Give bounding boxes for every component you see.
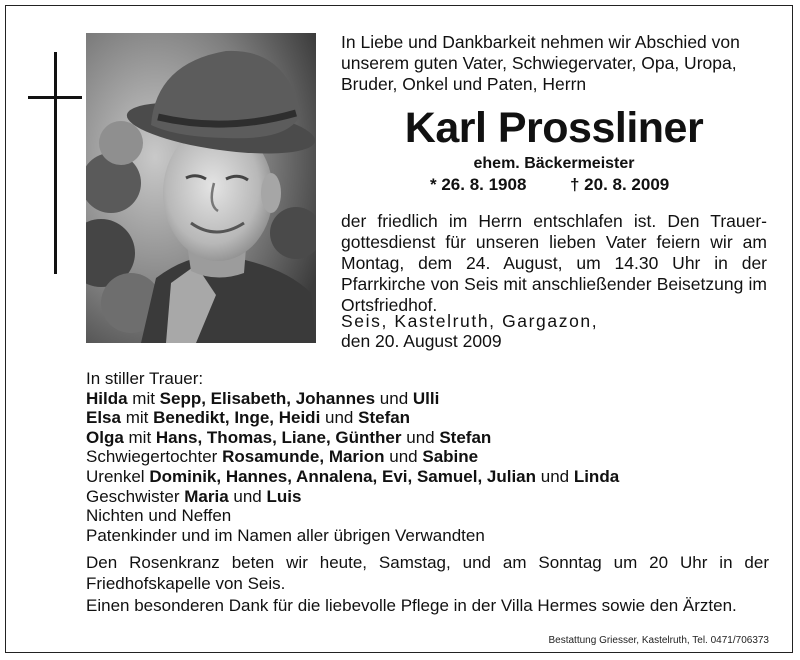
mourner-text: Elsa xyxy=(86,408,121,428)
mourner-text: Linda xyxy=(573,466,620,486)
birth-date: * 26. 8. 1908 xyxy=(430,175,527,194)
mourner-text: und xyxy=(320,408,359,428)
mourner-text: Hans, Thomas, Liane, Günther xyxy=(155,427,402,447)
mourner-text: Dominik, Hannes, Annalena, Evi, Samuel, Julian xyxy=(149,466,537,486)
mourners-heading: In stiller Trauer: xyxy=(86,369,204,388)
mourner-text: Olga xyxy=(86,427,124,447)
mourner-row xyxy=(86,389,776,409)
mourner-rows xyxy=(86,389,776,546)
mourner-row xyxy=(86,487,776,507)
mourner-text: Hilda xyxy=(86,388,128,408)
cross-icon xyxy=(54,52,57,274)
funeral-details: der friedlich im Herrn entschlafen ist. Den Trauergottesdienst für unseren lieben Vater feiern wir am Montag, dem 24. August, um 14.30 Uhr in der Pfarrkirche von Seis mit anschließender Beisetzung im Ortsfriedhof. xyxy=(341,211,767,315)
funeral-home-credit: Bestattung Griesser, Kastelruth, Tel. 0471/706373 xyxy=(548,635,769,646)
mourner-text: und xyxy=(401,427,440,447)
notice-date: den 20. August 2009 xyxy=(341,331,502,351)
profession: ehem. Bäckermeister xyxy=(473,155,635,172)
mourner-text: Stefan xyxy=(439,427,492,447)
mourner-row xyxy=(86,467,776,487)
thanks-note: Einen besonderen Dank für die liebevolle Pflege in der Villa Hermes sowie den Ärzten. xyxy=(86,596,737,615)
mourner-text: und xyxy=(536,466,574,486)
mourner-row xyxy=(86,506,776,526)
mourner-text: Ulli xyxy=(412,388,440,408)
mourner-text: Luis xyxy=(266,486,302,506)
mourner-text: und xyxy=(228,486,267,506)
mourner-text: und xyxy=(375,388,413,408)
place-line: Seis, Kastelruth, Gargazon, xyxy=(341,311,599,331)
mourner-text: Nichten und Neffen xyxy=(86,506,232,526)
mourner-text: Stefan xyxy=(358,408,411,428)
mourner-row xyxy=(86,428,776,448)
mourner-text: Benedikt, Inge, Heidi xyxy=(153,408,321,428)
mourner-text: Urenkel xyxy=(86,466,150,486)
mourner-text: Schwiegertochter xyxy=(86,447,223,467)
death-date: † 20. 8. 2009 xyxy=(570,175,670,194)
mourner-text: Patenkinder und im Namen aller übrigen Verwandten xyxy=(86,525,485,545)
cross-icon-bar xyxy=(28,96,82,99)
portrait-photo xyxy=(86,33,316,343)
mourner-text: Geschwister xyxy=(86,486,185,506)
mourners-list xyxy=(86,369,776,545)
mourner-text: und xyxy=(384,447,423,467)
mourner-text: Sabine xyxy=(422,447,479,467)
intro-text: In Liebe und Dankbarkeit nehmen wir Abschied von unserem guten Vater, Schwiegervater, Opa, Uropa, Bruder, Onkel und Paten, Herrn xyxy=(341,32,740,94)
mourner-text: mit xyxy=(120,408,154,428)
mourner-text: mit xyxy=(123,427,156,447)
mourner-text: mit xyxy=(127,388,160,408)
deceased-name: Karl Prossliner xyxy=(404,104,704,152)
mourner-text: Sepp, Elisabeth, Johannes xyxy=(159,388,376,408)
mourner-row xyxy=(86,526,776,546)
mourner-text: Maria xyxy=(184,486,229,506)
mourner-text: Rosamunde, Marion xyxy=(222,447,385,467)
rosary-notice: Den Rosenkranz beten wir heute, Samstag, und am Sonntag um 20 Uhr in der Friedhofskapelle von Seis. xyxy=(86,553,769,593)
mourner-row xyxy=(86,408,776,428)
mourner-row xyxy=(86,447,776,467)
